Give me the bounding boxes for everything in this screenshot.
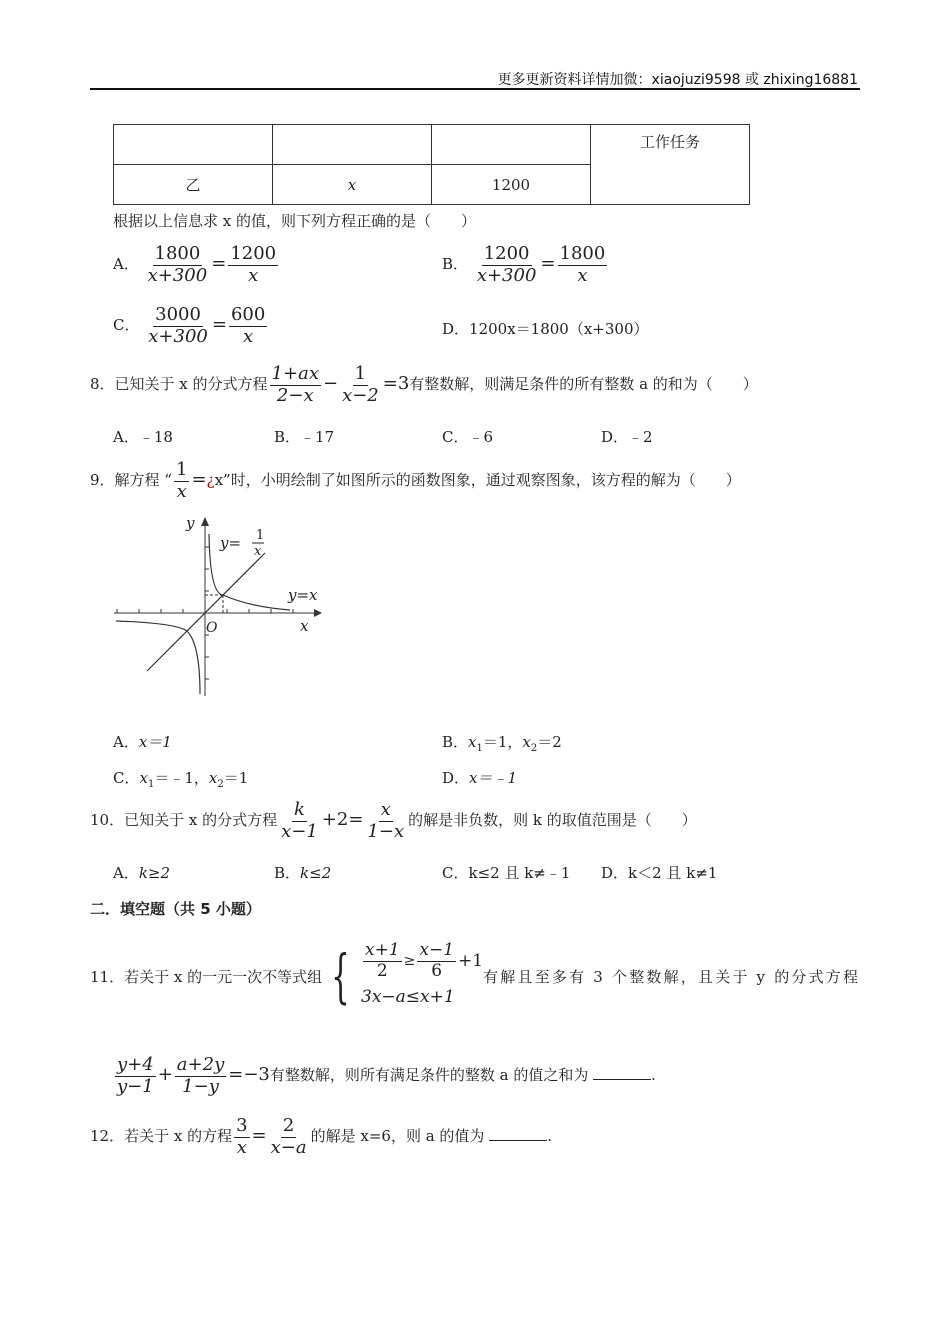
denominator: x xyxy=(243,325,254,347)
var: x xyxy=(208,769,218,787)
option-text: 1200x＝1800（x+300） xyxy=(469,320,649,338)
plus-term: +2= xyxy=(321,809,364,831)
fraction xyxy=(175,1055,226,1097)
q7-option-b[interactable] xyxy=(442,244,609,286)
numerator: 600 xyxy=(230,304,266,325)
answer-blank[interactable] xyxy=(593,1065,651,1080)
q9-option-b[interactable] xyxy=(442,731,562,754)
denominator: x+300 xyxy=(476,264,537,286)
option-label: A． xyxy=(113,864,139,882)
fraction xyxy=(475,244,539,286)
table-cell: 乙 xyxy=(114,165,273,205)
numerator: k xyxy=(293,799,305,820)
option-label: B． xyxy=(442,733,469,751)
subscript: 2 xyxy=(217,779,224,790)
equals: = xyxy=(191,469,207,491)
table-cell-work-task: 工作任务 xyxy=(591,125,750,205)
var: x xyxy=(468,733,477,751)
q9-suffix: x”时，小明绘制了如图所示的函数图象，通过观察图象，该方程的解为（ ） xyxy=(214,471,741,490)
curve-label-numerator: 1 xyxy=(256,528,265,543)
option-label: A． xyxy=(113,255,139,274)
q9-option-a[interactable] xyxy=(113,731,172,752)
section-title: 二．填空题（共 5 小题） xyxy=(90,900,261,918)
fraction xyxy=(146,244,210,286)
table-cell xyxy=(432,125,591,165)
option-value: k≤2 且 k≠﹣1 xyxy=(468,864,571,882)
q11-prefix: 11．若关于 x 的一元一次不等式组 xyxy=(90,967,323,986)
function-graph xyxy=(110,514,330,699)
denominator: x xyxy=(176,480,187,502)
q9-option-d[interactable] xyxy=(442,767,517,788)
numerator: 1+ax xyxy=(271,363,319,384)
option-label: B． xyxy=(442,255,469,274)
denominator: y−1 xyxy=(117,1075,154,1097)
option-label: D． xyxy=(601,428,629,446)
numerator: y+4 xyxy=(117,1054,154,1075)
option-value: k≤2 xyxy=(300,864,332,882)
fraction xyxy=(558,244,608,286)
q8-stem xyxy=(90,364,758,406)
denominator: x xyxy=(248,264,259,286)
table-cell xyxy=(273,125,432,165)
end-mark: . xyxy=(547,1127,552,1146)
fraction xyxy=(174,460,189,502)
fraction xyxy=(234,1116,249,1158)
numerator: 1800 xyxy=(559,243,606,264)
q7-option-d[interactable] xyxy=(442,318,649,339)
curve-label-denominator: x xyxy=(254,544,262,559)
option-label: B． xyxy=(274,428,301,446)
denominator: 2−x xyxy=(276,384,314,406)
option-text: x＝1 xyxy=(138,733,172,751)
q9-stem xyxy=(90,460,741,502)
q8-option-a[interactable] xyxy=(113,426,173,447)
system-row: 3x−a≤x+1 xyxy=(361,987,455,1007)
plus-sign: + xyxy=(157,1064,173,1086)
value: ＝1， xyxy=(482,733,523,751)
end-mark: . xyxy=(651,1066,656,1085)
option-label: D． xyxy=(601,864,629,882)
minus-sign: − xyxy=(322,373,339,395)
numerator: x−1 xyxy=(419,939,455,960)
denominator: 6 xyxy=(431,960,443,981)
denominator: x+300 xyxy=(147,264,208,286)
table-cell xyxy=(114,125,273,165)
system-rows xyxy=(361,940,483,1012)
option-label: C． xyxy=(113,316,140,335)
option-value: ﹣2 xyxy=(628,428,653,446)
y-axis-arrow xyxy=(201,517,209,526)
operator: ≥ xyxy=(403,953,416,969)
fraction xyxy=(363,941,402,981)
denominator: 1−y xyxy=(182,1075,219,1097)
q9-option-c[interactable] xyxy=(113,767,248,790)
equals: = xyxy=(211,314,227,336)
q8-prefix: 8．已知关于 x 的分式方程 xyxy=(90,375,268,394)
option-value: k＜2 且 k≠1 xyxy=(628,864,718,882)
option-label: A． xyxy=(113,733,139,751)
rhs: =−3 xyxy=(228,1064,270,1086)
fraction xyxy=(270,364,321,406)
brace: { xyxy=(331,942,350,1010)
q10-suffix: 的解是非负数，则 k 的取值范围是（ ） xyxy=(408,811,697,830)
table-row xyxy=(114,125,750,165)
q11-suffix: 有解且至多有 3 个整数解，且关于 y 的分式方程 xyxy=(483,967,861,986)
option-value: ﹣17 xyxy=(300,428,335,446)
q10-prefix: 10．已知关于 x 的分式方程 xyxy=(90,811,278,830)
numerator: 1800 xyxy=(154,243,201,264)
numerator: x+1 xyxy=(365,939,400,960)
fraction xyxy=(365,800,406,842)
value: ＝1 xyxy=(223,769,249,787)
option-label: D． xyxy=(442,769,470,787)
q11-line2-suffix: 有整数解，则所有满足条件的整数 a 的值之和为 xyxy=(269,1066,589,1085)
option-label: A． xyxy=(113,428,139,446)
origin-label: O xyxy=(206,620,218,636)
q9-prefix: 9．解方程 “ xyxy=(90,471,172,490)
q8-option-b[interactable] xyxy=(274,426,334,447)
fraction xyxy=(417,941,456,981)
table-cell: x xyxy=(273,165,432,205)
header-rule xyxy=(90,88,860,90)
q12-suffix: 的解是 x=6，则 a 的值为 xyxy=(310,1127,485,1146)
option-label: C． xyxy=(442,428,469,446)
denominator: 1−x xyxy=(367,820,405,842)
x-axis-arrow xyxy=(314,609,322,617)
q10-option-c[interactable] xyxy=(442,862,570,883)
line-y-equals-x xyxy=(147,553,265,671)
var: x xyxy=(139,769,148,787)
option-value: k≥2 xyxy=(138,864,171,882)
line-label: y=x xyxy=(288,586,318,604)
x-axis-label: x xyxy=(300,617,309,635)
denominator: x xyxy=(577,264,588,286)
option-label: B． xyxy=(274,864,301,882)
fraction xyxy=(340,364,381,406)
option-label: D． xyxy=(442,320,470,338)
denominator: x xyxy=(236,1136,247,1158)
denominator: 2 xyxy=(376,960,388,981)
equals: = xyxy=(251,1125,267,1147)
fraction xyxy=(115,1055,156,1097)
rhs: =3 xyxy=(382,373,410,395)
numerator: a+2y xyxy=(176,1054,225,1075)
numerator: 1 xyxy=(354,363,367,384)
q12-prefix: 12．若关于 x 的方程 xyxy=(90,1127,233,1146)
fraction xyxy=(229,305,267,347)
q9-mark: ¿ xyxy=(206,471,215,490)
value: ＝﹣1， xyxy=(154,769,209,787)
inequality-system xyxy=(322,940,483,1012)
curve-label-prefix: y= xyxy=(220,534,242,552)
hyperbola-branch-2 xyxy=(116,621,200,694)
denominator: x−a xyxy=(270,1136,307,1158)
q10-stem xyxy=(90,800,697,842)
subscript: 1 xyxy=(147,779,155,790)
denominator: x−2 xyxy=(342,384,379,406)
fraction xyxy=(228,244,278,286)
subscript: 1 xyxy=(476,743,483,754)
system-row xyxy=(361,940,483,982)
tail: +1 xyxy=(458,951,484,971)
option-value: ﹣18 xyxy=(138,428,173,446)
numerator: 1200 xyxy=(230,243,277,264)
q8-option-c[interactable] xyxy=(442,426,493,447)
info-table xyxy=(113,124,750,205)
q11-stem xyxy=(90,940,860,1012)
equals: = xyxy=(211,253,227,275)
q10-option-a[interactable] xyxy=(113,862,170,883)
q10-option-d[interactable] xyxy=(601,862,717,883)
y-axis-label: y xyxy=(186,514,195,532)
fraction xyxy=(279,800,320,842)
q8-option-d[interactable] xyxy=(601,426,653,447)
q7-option-a[interactable] xyxy=(113,244,280,286)
q7-stem: 根据以上信息求 x 的值，则下列方程正确的是（ ） xyxy=(113,212,476,230)
fraction xyxy=(269,1116,309,1158)
q12-stem xyxy=(90,1116,552,1158)
denominator: x−1 xyxy=(281,820,318,842)
equals: = xyxy=(540,253,556,275)
numerator: 1200 xyxy=(483,243,530,264)
subscript: 2 xyxy=(530,743,538,754)
numerator: 1 xyxy=(175,459,188,480)
q11-line2 xyxy=(113,1055,656,1097)
numerator: 2 xyxy=(282,1115,295,1136)
option-label: C． xyxy=(442,864,469,882)
page-header: 更多更新资料详情加微：xiaojuzi9598 或 zhixing16881 xyxy=(497,72,858,88)
fraction xyxy=(146,305,210,347)
numerator: 3 xyxy=(236,1115,248,1136)
numerator: 3000 xyxy=(155,304,201,325)
denominator: x+300 xyxy=(148,325,208,347)
option-label: C． xyxy=(113,769,140,787)
numerator: x xyxy=(380,799,391,820)
option-value: ﹣6 xyxy=(468,428,494,446)
value: ＝2 xyxy=(537,733,562,751)
option-text: x＝﹣1 xyxy=(469,769,518,787)
q7-option-c[interactable] xyxy=(113,305,269,347)
answer-blank[interactable] xyxy=(489,1126,547,1141)
q8-suffix: 有整数解，则满足条件的所有整数 a 的和为（ ） xyxy=(409,375,758,394)
var: x xyxy=(522,733,531,751)
table-cell: 1200 xyxy=(432,165,591,205)
q10-option-b[interactable] xyxy=(274,862,331,883)
